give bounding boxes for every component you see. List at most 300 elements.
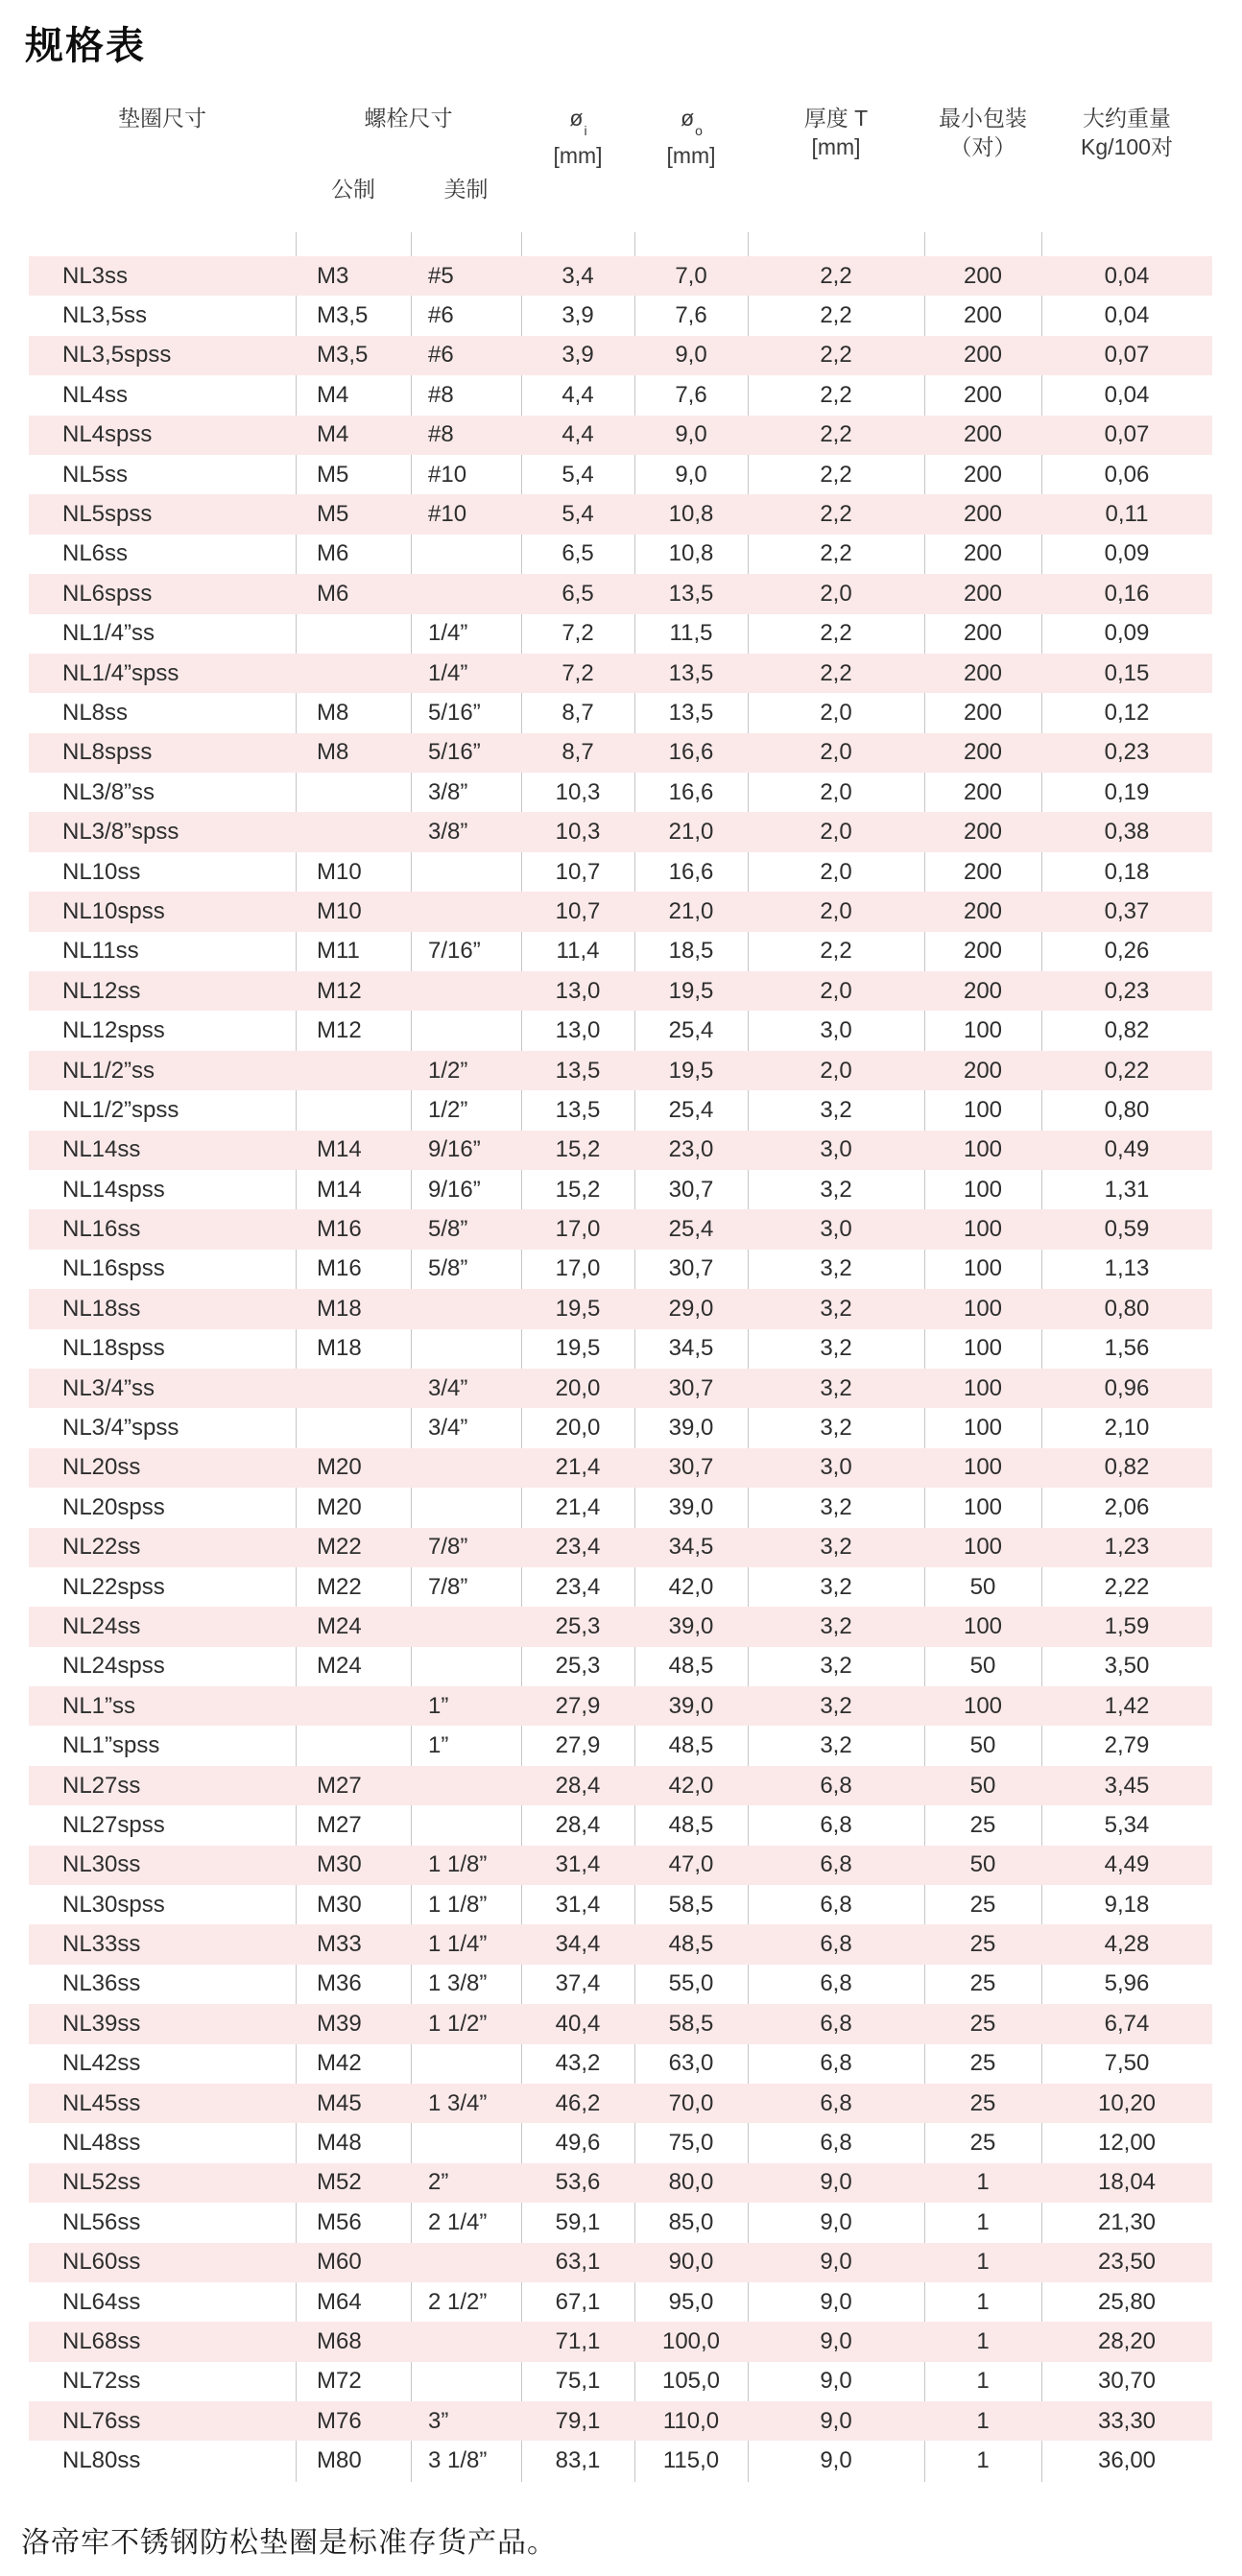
table-cell: NL5ss [62,461,129,488]
table-cell: 2,2 [820,262,852,289]
table-cell: 25 [969,1931,996,1958]
table-cell: 25,3 [555,1653,601,1680]
table-cell: 48,5 [668,1732,714,1759]
table-row [29,1289,1212,1328]
table-cell: 80,0 [668,2169,714,2196]
table-cell: 25,4 [668,1017,714,1044]
table-cell: M30 [317,1851,362,1878]
table-row [29,2123,1212,2162]
table-cell: 25,3 [555,1612,601,1639]
table-cell: 1” [428,1732,449,1759]
table-cell: 10,7 [555,858,601,885]
table-cell: M72 [317,2368,362,2395]
table-cell: 0,37 [1104,897,1150,924]
table-cell: NL4ss [62,381,129,408]
table-cell: 28,4 [555,1772,601,1799]
table-cell: NL10spss [62,897,165,924]
table-cell: M8 [317,739,349,766]
table-cell: 6,8 [820,2050,852,2077]
table-cell: 200 [963,858,1003,885]
table-cell: 9,0 [820,2208,852,2235]
table-cell: 2,2 [820,659,852,686]
table-row [29,375,1212,415]
table-cell: 1 [976,2249,990,2276]
table-cell: M8 [317,699,349,726]
table-cell: 100 [963,1176,1003,1203]
table-cell: 13,0 [555,977,601,1004]
table-cell: 30,7 [668,1374,714,1401]
table-row [29,455,1212,494]
table-cell: NL20ss [62,1454,141,1481]
table-cell: 90,0 [668,2249,714,2276]
table-cell: M45 [317,2089,362,2116]
table-cell: NL16ss [62,1216,141,1243]
header-outer-diameter [634,104,748,170]
table-cell: M36 [317,1970,362,1997]
table-cell: M22 [317,1534,362,1561]
table-row [29,2441,1212,2480]
table-cell: 1 [976,2208,990,2235]
table-cell: M3 [317,262,349,289]
table-cell: 16,6 [668,778,714,805]
table-cell: 100 [963,1295,1003,1322]
table-cell: M6 [317,580,349,607]
table-cell: 2,2 [820,501,852,528]
table-row [29,2282,1212,2322]
table-cell: 3,0 [820,1454,852,1481]
table-cell: 7/8” [428,1573,468,1600]
table-cell: #8 [428,381,454,408]
table-cell: 58,5 [668,1891,714,1918]
table-cell: 2,0 [820,977,852,1004]
table-cell: 6,8 [820,1772,852,1799]
table-cell: NL8ss [62,699,129,726]
table-cell: 200 [963,540,1003,567]
table-cell: 7,2 [561,659,594,686]
table-cell: 27,9 [555,1692,601,1719]
table-cell: 8,7 [561,739,594,766]
table-row [29,1965,1212,2004]
table-cell: 3/8” [428,819,468,846]
table-row [29,1090,1212,1130]
table-row [29,1567,1212,1607]
table-cell: 50 [969,1732,996,1759]
table-cell: NL1/4”ss [62,620,155,647]
table-cell: M48 [317,2130,362,2157]
table-cell: 30,7 [668,1255,714,1282]
table-cell: M30 [317,1891,362,1918]
outer-diameter-symbol: $ø_o$ [681,106,703,138]
table-cell: NL39ss [62,2010,141,2037]
table-cell: 7/16” [428,938,481,965]
table-cell: 200 [963,977,1003,1004]
table-row [29,812,1212,851]
table-cell: #10 [428,501,467,528]
table-cell: 0,09 [1104,540,1150,567]
table-row [29,1885,1212,1924]
table-cell: 6,8 [820,2010,852,2037]
table-cell: NL22ss [62,1534,141,1561]
table-cell: 34,5 [668,1335,714,1362]
table-cell: NL72ss [62,2368,141,2395]
table-cell: 2,2 [820,938,852,965]
table-cell: 7,0 [675,262,707,289]
table-cell: NL18ss [62,1295,141,1322]
table-cell: 6,8 [820,1891,852,1918]
table-cell: 30,7 [668,1454,714,1481]
table-cell: 200 [963,381,1003,408]
table-row [29,1846,1212,1885]
table-cell: 0,80 [1104,1096,1150,1123]
table-cell: 115,0 [662,2447,720,2474]
table-row [29,1607,1212,1646]
table-cell: 1 1/8” [428,1851,488,1878]
table-cell: NL4spss [62,421,153,448]
table-header [29,104,1212,232]
table-cell: 1/2” [428,1096,468,1123]
table-cell: 2 1/4” [428,2208,488,2235]
table-cell: 16,6 [668,739,714,766]
table-cell: NL3/4”ss [62,1374,155,1401]
table-cell: NL27spss [62,1811,165,1838]
table-cell: 15,2 [555,1136,601,1163]
table-cell: 0,23 [1104,739,1150,766]
table-cell: M27 [317,1772,362,1799]
table-cell: M27 [317,1811,362,1838]
header-bolt-size: 螺栓尺寸 [364,106,453,131]
table-cell: 3,2 [820,1335,852,1362]
table-cell: 63,0 [668,2050,714,2077]
table-cell: 19,5 [555,1335,601,1362]
table-cell: 25 [969,2130,996,2157]
table-cell: #8 [428,421,454,448]
table-cell: NL1/2”ss [62,1057,155,1084]
table-cell: 2,2 [820,302,852,329]
table-row [29,1369,1212,1408]
table-cell: 5,34 [1104,1811,1150,1838]
table-cell: 1 [976,2368,990,2395]
table-row [29,1726,1212,1765]
table-cell: 200 [963,739,1003,766]
table-row [29,574,1212,613]
table-cell: 0,16 [1104,580,1150,607]
table-cell: 3,2 [820,1612,852,1639]
table-cell: M10 [317,858,362,885]
table-cell: 1 [976,2407,990,2434]
table-cell: 39,0 [668,1612,714,1639]
table-row [29,614,1212,654]
page-title: 规格表 [25,25,146,67]
table-cell: 200 [963,461,1003,488]
table-cell: M3,5 [317,342,369,369]
table-cell: 0,15 [1104,659,1150,686]
table-row [29,1528,1212,1567]
table-cell: 100 [963,1454,1003,1481]
table-row [29,1805,1212,1845]
table-cell: 85,0 [668,2208,714,2235]
table-cell: 1 1/2” [428,2010,488,2037]
table-cell: 18,04 [1097,2169,1157,2196]
table-cell: 11,4 [556,938,600,965]
table-cell: NL36ss [62,1970,141,1997]
table-cell: #5 [428,262,454,289]
table-cell: NL18spss [62,1335,165,1362]
table-row [29,971,1212,1011]
table-cell: M4 [317,421,349,448]
table-row [29,2004,1212,2043]
table-cell: 3,4 [561,262,594,289]
table-cell: 63,1 [555,2249,601,2276]
table-cell: 0,82 [1104,1454,1150,1481]
table-cell: NL68ss [62,2328,141,2354]
table-cell: 34,5 [668,1534,714,1561]
table-cell: 7,50 [1104,2050,1150,2077]
table-cell: NL76ss [62,2407,141,2434]
table-cell: 6,8 [820,1931,852,1958]
table-cell: M18 [317,1295,362,1322]
table-cell: 10,3 [555,819,601,846]
table-row [29,1766,1212,1805]
table-cell: 1 1/4” [428,1931,488,1958]
table-cell: #6 [428,302,454,329]
table-cell: M52 [317,2169,362,2196]
table-cell: 0,23 [1104,977,1150,1004]
table-cell: 55,0 [668,1970,714,1997]
outer-diameter-subscript: o [695,122,703,138]
outer-diameter-unit: [mm] [666,142,716,168]
table-row [29,1686,1212,1726]
table-cell: M42 [317,2050,362,2077]
table-cell: 200 [963,897,1003,924]
table-cell: M5 [317,461,349,488]
table-row [29,693,1212,732]
table-rows [29,256,1212,2481]
table-cell: NL6ss [62,540,129,567]
table-cell: 25,4 [668,1216,714,1243]
table-cell: 3,2 [820,1653,852,1680]
table-cell: M18 [317,1335,362,1362]
table-cell: 0,19 [1104,778,1150,805]
table-cell: 75,0 [668,2130,714,2157]
table-cell: 0,09 [1104,620,1150,647]
table-cell: NL3/8”spss [62,819,179,846]
table-cell: 13,5 [555,1096,601,1123]
table-cell: 42,0 [668,1772,714,1799]
table-cell: 1” [428,1692,449,1719]
table-cell: 200 [963,580,1003,607]
table-cell: 105,0 [661,2368,721,2395]
table-cell: NL27ss [62,1772,141,1799]
table-row [29,2362,1212,2401]
table-cell: 3 1/8” [428,2447,488,2474]
table-cell: 23,0 [668,1136,714,1163]
table-cell: 3,50 [1104,1653,1150,1680]
table-cell: 13,5 [668,580,714,607]
table-cell: NL22spss [62,1573,165,1600]
table-cell: 47,0 [668,1851,714,1878]
table-cell: 23,50 [1097,2249,1157,2276]
table-cell: M24 [317,1653,362,1680]
table-cell: NL3,5ss [62,302,148,329]
table-cell: 9,0 [820,2169,852,2196]
table-row [29,2322,1212,2361]
table-cell: 1 [976,2447,990,2474]
table-cell: 30,70 [1097,2368,1157,2395]
table-cell: 9,0 [820,2407,852,2434]
table-cell: 200 [963,699,1003,726]
table-cell: 2,0 [820,819,852,846]
table-cell: 25 [969,2089,996,2116]
table-cell: 0,11 [1105,501,1149,528]
table-cell: 100 [963,1374,1003,1401]
table-cell: 2,2 [820,421,852,448]
table-cell: 100,0 [661,2328,721,2354]
table-cell: 3,9 [561,342,594,369]
table-cell: 7/8” [428,1534,468,1561]
header-washer-size: 垫圈尺寸 [118,106,206,131]
table-cell: 2,2 [820,342,852,369]
table-cell: 21,0 [668,819,714,846]
table-cell: 1,13 [1104,1255,1150,1282]
table-cell: 0,04 [1104,262,1150,289]
table-cell: NL8spss [62,739,153,766]
table-cell: 9,0 [675,421,707,448]
table-cell: 3/4” [428,1415,468,1442]
table-cell: 200 [963,1057,1003,1084]
table-cell: 20,0 [555,1374,601,1401]
table-cell: 110,0 [662,2407,720,2434]
table-cell: NL10ss [62,858,141,885]
table-cell: 42,0 [668,1573,714,1600]
table-cell: 48,5 [668,1931,714,1958]
table-cell: 3,45 [1104,1772,1150,1799]
table-cell: 5,4 [561,501,594,528]
table-cell: 7,2 [561,620,594,647]
table-cell: 4,4 [561,381,594,408]
table-cell: NL6spss [62,580,153,607]
table-cell: 3,2 [820,1493,852,1520]
table-cell: 1 3/4” [428,2089,488,2116]
table-cell: 100 [963,1493,1003,1520]
table-cell: 2,79 [1104,1732,1150,1759]
table-cell: NL33ss [62,1931,141,1958]
table-cell: 13,5 [668,659,714,686]
table-cell: 12,00 [1097,2130,1157,2157]
table-row [29,1209,1212,1249]
table-cell: 1 [976,2169,990,2196]
table-cell: 18,5 [668,938,714,965]
table-cell: 200 [963,620,1003,647]
table-cell: 39,0 [668,1415,714,1442]
table-cell: NL30spss [62,1891,165,1918]
table-cell: M20 [317,1493,362,1520]
table-cell: NL1”ss [62,1692,136,1719]
table-cell: 1 [976,2328,990,2354]
table-cell: 25 [969,1891,996,1918]
table-cell: 39,0 [668,1692,714,1719]
table-cell: NL14spss [62,1176,165,1203]
table-cell: NL20spss [62,1493,165,1520]
table-cell: 5,96 [1104,1970,1150,1997]
table-row [29,2084,1212,2123]
table-cell: 4,4 [561,421,594,448]
table-row [29,336,1212,375]
table-cell: M14 [317,1176,362,1203]
table-cell: 19,5 [555,1295,601,1322]
table-cell: 21,0 [668,897,714,924]
table-cell: 100 [963,1216,1003,1243]
table-cell: 3,2 [820,1573,852,1600]
table-cell: NL80ss [62,2447,141,2474]
table-cell: 50 [969,1772,996,1799]
table-cell: 11,5 [669,620,713,647]
table-row [29,494,1212,534]
table-cell: 1,42 [1104,1692,1150,1719]
table-cell: 0,82 [1104,1017,1150,1044]
table-cell: 13,5 [555,1057,601,1084]
table-cell: 200 [963,938,1003,965]
table-row [29,1408,1212,1447]
table-cell: 1 3/8” [428,1970,488,1997]
table-cell: 6,8 [820,1811,852,1838]
table-row [29,1051,1212,1090]
table-cell: M11 [317,938,360,965]
table-cell: 17,0 [555,1216,601,1243]
table-cell: M64 [317,2288,362,2315]
table-cell: 34,4 [555,1931,601,1958]
table-cell: 31,4 [555,1851,601,1878]
table-cell: 2,22 [1104,1573,1150,1600]
table-row [29,535,1212,574]
table-cell: 4,49 [1104,1851,1150,1878]
table-row [29,1011,1212,1050]
table-cell: NL3/8”ss [62,778,155,805]
table-cell: 21,4 [555,1493,601,1520]
table-cell: 2,2 [820,461,852,488]
header-inner-diameter [521,104,634,170]
table-cell: 0,26 [1104,938,1150,965]
table-cell: 43,2 [555,2050,601,2077]
table-cell: 3,2 [820,1255,852,1282]
table-cell: 5,4 [561,461,594,488]
table-cell: 9,0 [675,342,707,369]
table-cell: NL1”spss [62,1732,160,1759]
table-cell: M4 [317,381,349,408]
table-cell: M14 [317,1136,362,1163]
table-cell: 83,1 [555,2447,601,2474]
table-cell: NL48ss [62,2130,141,2157]
table-cell: 2,2 [820,620,852,647]
table-cell: 10,7 [555,897,601,924]
table-cell: 23,4 [555,1534,601,1561]
table-cell: 9,18 [1104,1891,1150,1918]
table-cell: 25,4 [668,1096,714,1123]
table-cell: 20,0 [555,1415,601,1442]
table-cell: 100 [963,1136,1003,1163]
table-cell: 46,2 [555,2089,601,2116]
table-cell: 9,0 [820,2447,852,2474]
table-cell: M16 [317,1255,362,1282]
table-cell: 3,2 [820,1692,852,1719]
table-cell: 0,49 [1104,1136,1150,1163]
table-row [29,2044,1212,2084]
table-cell: NL3ss [62,262,129,289]
table-cell: 1,56 [1104,1335,1150,1362]
header-thickness: 厚度 T [mm] [803,106,869,159]
table-row [29,2243,1212,2282]
table-cell: 23,4 [555,1573,601,1600]
table-cell: 9,0 [675,461,707,488]
